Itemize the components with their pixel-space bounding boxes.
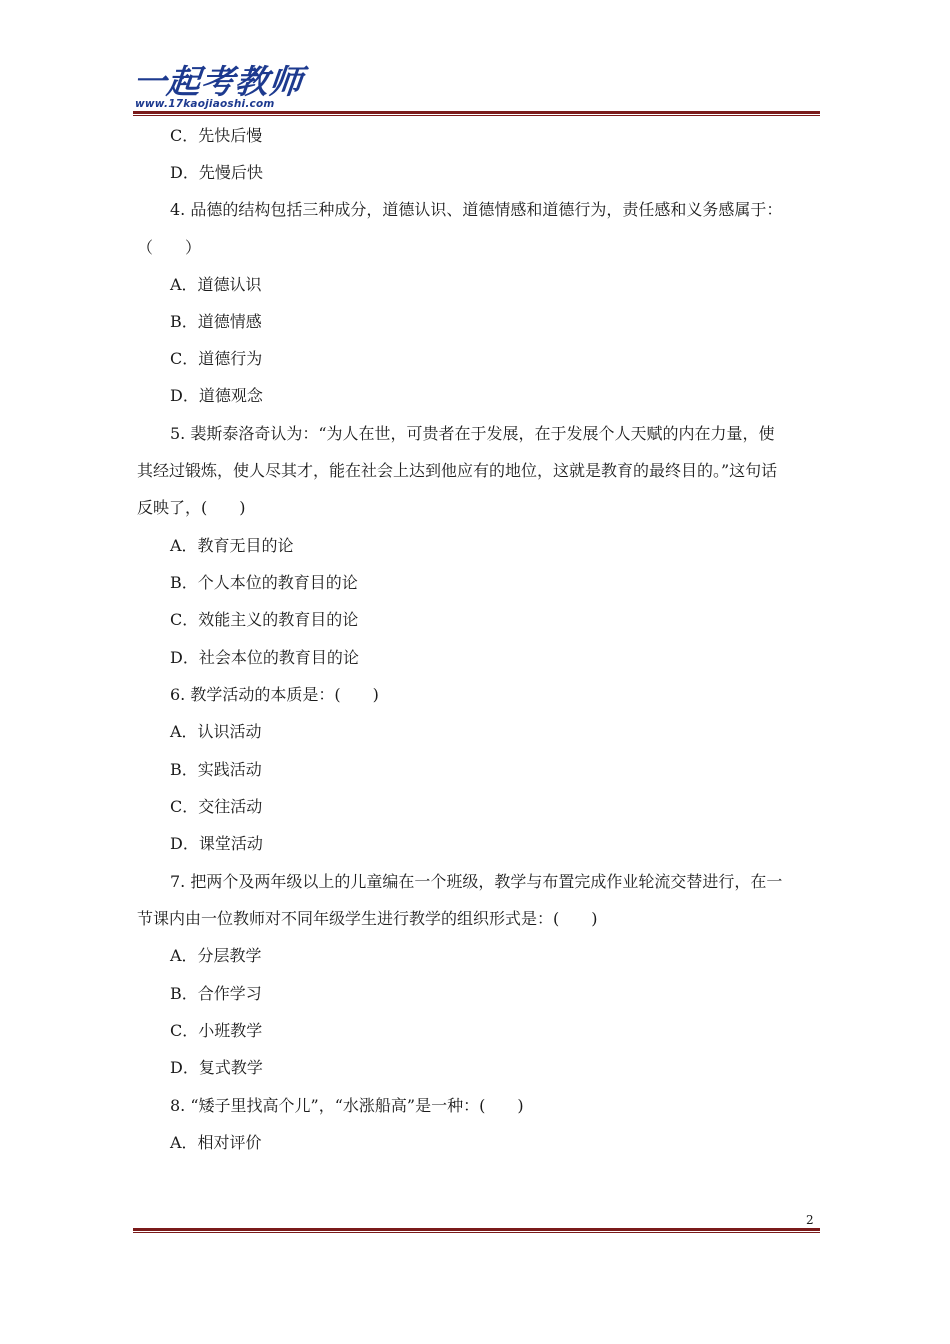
question-line: 节课内由一位教师对不同年级学生进行教学的组织形式是：( ) — [137, 909, 598, 928]
option-line: A．教育无目的论 — [170, 536, 294, 555]
header-rule — [133, 111, 820, 116]
option-line: A．道德认识 — [170, 275, 262, 294]
option-line: B．个人本位的教育目的论 — [170, 573, 358, 592]
site-logo — [133, 64, 308, 114]
option-line: A．分层教学 — [170, 946, 262, 965]
option-line: B．合作学习 — [170, 984, 262, 1003]
option-line: C．交往活动 — [170, 797, 263, 816]
option-line: B．实践活动 — [170, 760, 262, 779]
option-line: C．效能主义的教育目的论 — [170, 610, 359, 629]
option-line: C．先快后慢 — [170, 126, 263, 145]
option-line: A．认识活动 — [170, 722, 262, 741]
option-line: D．先慢后快 — [170, 163, 263, 182]
question-line: 6. 教学活动的本质是：( ) — [170, 685, 379, 704]
option-line: D．道德观念 — [170, 386, 263, 405]
option-line: D．复式教学 — [170, 1058, 263, 1077]
option-line: D．社会本位的教育目的论 — [170, 648, 359, 667]
question-line: 8. “矮子里找高个儿”，“水涨船高”是一种：( ) — [170, 1096, 524, 1115]
option-line: A．相对评价 — [170, 1133, 262, 1152]
question-line: 4. 品德的结构包括三种成分，道德认识、道德情感和道德行为，责任感和义务感属于： — [170, 200, 783, 219]
question-line: 其经过锻炼，使人尽其才，能在社会上达到他应有的地位，这就是教育的最终目的。”这句话 — [137, 461, 778, 480]
logo-text: 一起考教师 — [131, 62, 306, 101]
page-number: 2 — [806, 1213, 814, 1227]
option-line: C．小班教学 — [170, 1021, 263, 1040]
option-line: B．道德情感 — [170, 312, 262, 331]
question-line: （ ） — [137, 238, 202, 257]
option-line: C．道德行为 — [170, 349, 263, 368]
question-line: 反映了，( ) — [137, 498, 246, 517]
question-line: 7. 把两个及两年级以上的儿童编在一个班级，教学与布置完成作业轮流交替进行，在一 — [170, 872, 783, 891]
logo-url: www.17kaojiaoshi.com — [135, 98, 275, 110]
option-line: D．课堂活动 — [170, 834, 263, 853]
question-line: 5. 裴斯泰洛奇认为：“为人在世，可贵者在于发展，在于发展个人天赋的内在力量，使 — [170, 424, 775, 443]
footer-rule — [133, 1228, 820, 1233]
